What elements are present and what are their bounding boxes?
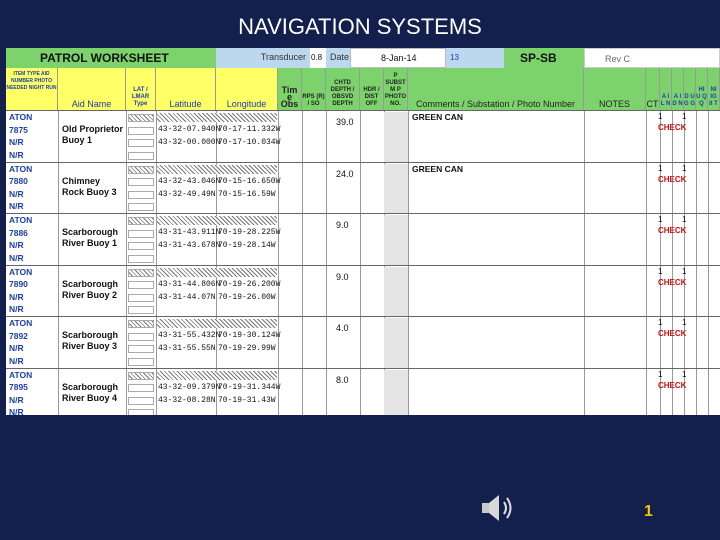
- item-type-label: N/R: [9, 252, 24, 263]
- latitude-value[interactable]: 43-32-08.28N: [158, 395, 216, 405]
- grid-line: [584, 369, 585, 416]
- grid-line: [696, 369, 697, 416]
- hatched-band: [157, 268, 277, 277]
- depth-value[interactable]: 24.0: [336, 168, 354, 179]
- lmar-type-box[interactable]: [128, 191, 154, 199]
- grid-line: [278, 369, 279, 416]
- lmar-type-box[interactable]: [128, 358, 154, 366]
- grid-line: [126, 111, 127, 162]
- grid-line: [408, 214, 409, 265]
- aid-name: Scarborough River Buoy 3: [62, 330, 119, 351]
- shaded-cell: [384, 370, 408, 416]
- col-item-type: ITEM TYPE AID NUMBER PHOTO NEEDED NIGHT RUN: [6, 68, 58, 110]
- grid-line: [302, 266, 303, 317]
- flag-count: 1: [682, 112, 687, 121]
- grid-line: [408, 111, 409, 162]
- latitude-value[interactable]: 43-31-43.911N: [158, 228, 221, 237]
- grid-line: [672, 214, 673, 265]
- ct-count: 1: [658, 266, 663, 276]
- flag-count: 1: [682, 215, 687, 224]
- col-flag-2: A I D N: [672, 68, 684, 110]
- slide-title: NAVIGATION SYSTEMS: [238, 14, 482, 39]
- longitude-value[interactable]: 70-19-28.225W: [218, 228, 281, 237]
- latitude-value[interactable]: 43-31-44.806N: [158, 279, 221, 289]
- grid-line: [58, 266, 59, 317]
- shaded-cell: [384, 112, 408, 162]
- aid-name: Scarborough River Buoy 1: [62, 227, 119, 248]
- grid-line: [696, 317, 697, 368]
- item-type-label: N/R: [9, 201, 24, 211]
- status-badge: CHECK: [658, 226, 687, 235]
- col-hdr-dist: HDR / DIST OFF: [360, 68, 384, 110]
- worksheet-name: PATROL WORKSHEET: [6, 48, 216, 68]
- date-label: Date: [326, 48, 350, 68]
- lmar-type-box[interactable]: [128, 166, 154, 174]
- lmar-type-box[interactable]: [128, 203, 154, 211]
- grid-line: [584, 266, 585, 317]
- station-label: SP-SB: [504, 48, 584, 68]
- status-badge: CHECK: [658, 277, 687, 287]
- grid-line: [58, 214, 59, 265]
- latitude-value[interactable]: 43-32-43.046N: [158, 176, 221, 186]
- hatched-band: [157, 165, 277, 174]
- depth-value[interactable]: 9.0: [336, 220, 349, 230]
- item-type-label: N/R: [9, 291, 24, 302]
- lmar-type-box[interactable]: [128, 372, 154, 380]
- grid-line: [584, 163, 585, 214]
- status-badge: CHECK: [658, 174, 687, 184]
- item-type-label: N/R: [9, 355, 24, 366]
- depth-value[interactable]: 9.0: [336, 271, 349, 282]
- header-spacer: [470, 48, 504, 68]
- col-notes: NOTES: [584, 68, 646, 110]
- grid-line: [672, 317, 673, 368]
- table-row[interactable]: [6, 368, 720, 416]
- grid-line: [326, 317, 327, 368]
- lmar-type-box[interactable]: [128, 255, 154, 263]
- ct-count: 1: [658, 318, 663, 327]
- grid-line: [584, 111, 585, 162]
- item-type-label: N/R: [9, 149, 24, 160]
- hatched-band: [157, 216, 277, 225]
- grid-line: [58, 111, 59, 162]
- grid-line: [360, 111, 361, 162]
- aid-name: Scarborough River Buoy 2: [62, 278, 119, 300]
- shaded-cell: [384, 267, 408, 317]
- date-number: 13: [446, 48, 470, 68]
- depth-value[interactable]: 8.0: [336, 374, 349, 385]
- lmar-type-box[interactable]: [128, 269, 154, 277]
- grid-line: [408, 266, 409, 317]
- grid-line: [360, 266, 361, 317]
- lmar-type-box[interactable]: [128, 242, 154, 250]
- hatched-band: [157, 113, 277, 122]
- table-row[interactable]: [6, 110, 720, 162]
- latitude-value[interactable]: 43-32-07.940N: [158, 125, 221, 134]
- longitude-value[interactable]: 70-19-26.00W: [218, 292, 276, 302]
- grid-line: [646, 163, 647, 214]
- item-type-label: 7890: [9, 279, 28, 289]
- grid-line: [708, 317, 709, 368]
- hatched-band: [157, 371, 277, 380]
- grid-line: [708, 214, 709, 265]
- flag-count: 1: [682, 266, 687, 276]
- table-row[interactable]: [6, 213, 720, 265]
- grid-line: [278, 266, 279, 317]
- worksheet-header: [6, 48, 720, 110]
- item-type-label: 7886: [9, 227, 28, 238]
- grid-line: [326, 369, 327, 416]
- grid-line: [278, 214, 279, 265]
- lmar-type-box[interactable]: [128, 230, 154, 238]
- transducer-value[interactable]: 0.8: [310, 48, 326, 68]
- lmar-type-box[interactable]: [128, 333, 154, 341]
- grid-line: [408, 163, 409, 214]
- grid-line: [672, 163, 673, 214]
- grid-line: [278, 111, 279, 162]
- grid-line: [708, 369, 709, 416]
- grid-line: [408, 369, 409, 416]
- depth-value[interactable]: 4.0: [336, 323, 349, 333]
- grid-line: [696, 163, 697, 214]
- longitude-value[interactable]: 70-19-29.99W: [218, 344, 276, 353]
- grid-line: [326, 163, 327, 214]
- ct-count: 1: [658, 215, 663, 224]
- grid-line: [708, 266, 709, 317]
- longitude-value[interactable]: 70-15-16.650W: [218, 176, 281, 186]
- grid-line: [278, 317, 279, 368]
- col-lat-lmar: LAT / LMAR Type: [126, 68, 156, 110]
- flag-count: 1: [682, 163, 687, 173]
- lmar-type-box[interactable]: [128, 114, 154, 122]
- item-type-label: ATON: [9, 369, 33, 380]
- grid-line: [326, 266, 327, 317]
- col-flag-5: NI IG II T: [708, 68, 720, 110]
- grid-line: [696, 266, 697, 317]
- shaded-cell: [384, 215, 408, 265]
- grid-line: [696, 111, 697, 162]
- col-latitude: Latitude: [156, 68, 216, 110]
- transducer-label: Transducer: [216, 48, 310, 68]
- aid-name: Old Proprietor Buoy 1: [62, 124, 124, 145]
- latitude-value[interactable]: 43-32-09.379N: [158, 382, 221, 392]
- grid-line: [326, 111, 327, 162]
- comment-text[interactable]: GREEN CAN: [412, 112, 464, 122]
- latitude-value[interactable]: 43-32-49.49N: [158, 189, 216, 199]
- lmar-type-box[interactable]: [128, 294, 154, 302]
- lmar-type-box[interactable]: [128, 306, 154, 314]
- lmar-type-box[interactable]: [128, 320, 154, 328]
- grid-line: [708, 163, 709, 214]
- status-badge: CHECK: [658, 329, 687, 338]
- table-row[interactable]: [6, 265, 720, 317]
- grid-line: [646, 214, 647, 265]
- col-chart-depth: CHTD DEPTH / OBSVD DEPTH: [326, 68, 360, 110]
- lmar-type-box[interactable]: [128, 397, 154, 405]
- grid-line: [360, 214, 361, 265]
- col-flag-1: A I L N: [660, 68, 672, 110]
- lmar-type-box[interactable]: [128, 217, 154, 225]
- latitude-value[interactable]: 43-31-55.432N: [158, 331, 221, 340]
- comment-text[interactable]: GREEN CAN: [412, 163, 464, 174]
- longitude-value[interactable]: 70-19-30.124W: [218, 331, 281, 340]
- longitude-value[interactable]: 70-19-26.200W: [218, 279, 281, 289]
- lmar-type-box[interactable]: [128, 345, 154, 353]
- status-badge: CHECK: [658, 123, 687, 132]
- flag-count: 1: [682, 369, 687, 379]
- hatched-band: [157, 319, 277, 328]
- worksheet: [6, 48, 720, 415]
- col-time: Tim e Obs: [278, 68, 302, 110]
- latitude-value[interactable]: 43-31-43.678N: [158, 241, 221, 250]
- item-type-label: 7892: [9, 330, 28, 341]
- grid-line: [126, 266, 127, 317]
- grid-line: [360, 163, 361, 214]
- item-type-label: N/R: [9, 394, 24, 405]
- lmar-type-box[interactable]: [128, 178, 154, 186]
- item-type-label: N/R: [9, 304, 24, 314]
- lmar-type-box[interactable]: [128, 384, 154, 392]
- item-type-label: N/R: [9, 240, 24, 250]
- grid-line: [696, 214, 697, 265]
- item-type-label: 7875: [9, 124, 28, 135]
- col-comments: Comments / Substation / Photo Number: [408, 68, 584, 110]
- flag-count: 1: [682, 318, 687, 327]
- grid-line: [126, 317, 127, 368]
- item-type-label: N/R: [9, 137, 24, 147]
- depth-value[interactable]: 39.0: [336, 117, 354, 127]
- shaded-cell: [384, 164, 408, 214]
- longitude-value[interactable]: 70-17-11.332W: [218, 125, 281, 134]
- longitude-value[interactable]: 70-19-31.43W: [218, 395, 276, 405]
- col-ct: CT: [646, 68, 660, 110]
- status-badge: CHECK: [658, 380, 687, 390]
- lmar-type-box[interactable]: [128, 127, 154, 135]
- item-type-label: ATON: [9, 215, 33, 225]
- grid-line: [646, 369, 647, 416]
- col-longitude: Longitude: [216, 68, 278, 110]
- page-number: 1: [644, 503, 653, 520]
- ct-count: 1: [658, 163, 663, 173]
- grid-line: [408, 317, 409, 368]
- col-flag-4: HI U Q Q: [696, 68, 708, 110]
- grid-line: [302, 214, 303, 265]
- longitude-value[interactable]: 70-17-10.034W: [218, 138, 281, 147]
- grid-line: [708, 111, 709, 162]
- item-type-label: N/R: [9, 343, 24, 353]
- item-type-label: ATON: [9, 163, 33, 174]
- grid-line: [302, 317, 303, 368]
- longitude-value[interactable]: 70-19-28.14W: [218, 241, 276, 250]
- item-type-label: 7895: [9, 382, 28, 392]
- grid-line: [672, 369, 673, 416]
- grid-line: [58, 163, 59, 214]
- grid-line: [360, 369, 361, 416]
- item-type-label: 7880: [9, 176, 28, 186]
- col-photo: P SUBST M P PHOTO NO.: [384, 68, 408, 110]
- grid-line: [672, 111, 673, 162]
- table-row[interactable]: [6, 316, 720, 368]
- aid-name: Scarborough River Buoy 4: [62, 381, 119, 403]
- grid-line: [126, 369, 127, 416]
- grid-line: [58, 369, 59, 416]
- item-type-label: N/R: [9, 188, 24, 199]
- revision-label: Rev C: [584, 48, 720, 68]
- col-flag-3: D U G G: [684, 68, 696, 110]
- speaker-icon[interactable]: [480, 492, 520, 524]
- longitude-value[interactable]: 70-15-16.59W: [218, 189, 276, 199]
- ct-count: 1: [658, 369, 663, 379]
- date-value[interactable]: 8-Jan-14: [350, 48, 446, 68]
- lmar-type-box[interactable]: [128, 409, 154, 415]
- col-rps: RPS (R) / SO: [302, 68, 326, 110]
- grid-line: [126, 214, 127, 265]
- ct-count: 1: [658, 112, 663, 121]
- latitude-value[interactable]: 43-31-55.55N: [158, 344, 216, 353]
- lmar-type-box[interactable]: [128, 152, 154, 160]
- item-type-label: ATON: [9, 112, 33, 122]
- grid-line: [672, 266, 673, 317]
- grid-line: [302, 163, 303, 214]
- grid-line: [278, 163, 279, 214]
- grid-line: [584, 317, 585, 368]
- table-row[interactable]: [6, 162, 720, 214]
- grid-line: [126, 163, 127, 214]
- grid-line: [646, 317, 647, 368]
- grid-line: [326, 214, 327, 265]
- aid-name: Chimney Rock Buoy 3: [62, 175, 117, 197]
- item-type-label: ATON: [9, 266, 33, 277]
- lmar-type-box[interactable]: [128, 139, 154, 147]
- item-type-label: ATON: [9, 318, 33, 328]
- longitude-value[interactable]: 70-19-31.344W: [218, 382, 281, 392]
- col-aid-name: Aid Name: [58, 68, 126, 110]
- grid-line: [584, 214, 585, 265]
- latitude-value[interactable]: 43-32-00.000N: [158, 138, 221, 147]
- shaded-cell: [384, 318, 408, 368]
- grid-line: [302, 369, 303, 416]
- grid-line: [646, 266, 647, 317]
- lmar-type-box[interactable]: [128, 281, 154, 289]
- grid-line: [58, 317, 59, 368]
- grid-line: [302, 111, 303, 162]
- grid-line: [360, 317, 361, 368]
- grid-line: [646, 111, 647, 162]
- latitude-value[interactable]: 43-31-44.07N: [158, 292, 216, 302]
- item-type-label: N/R: [9, 407, 24, 415]
